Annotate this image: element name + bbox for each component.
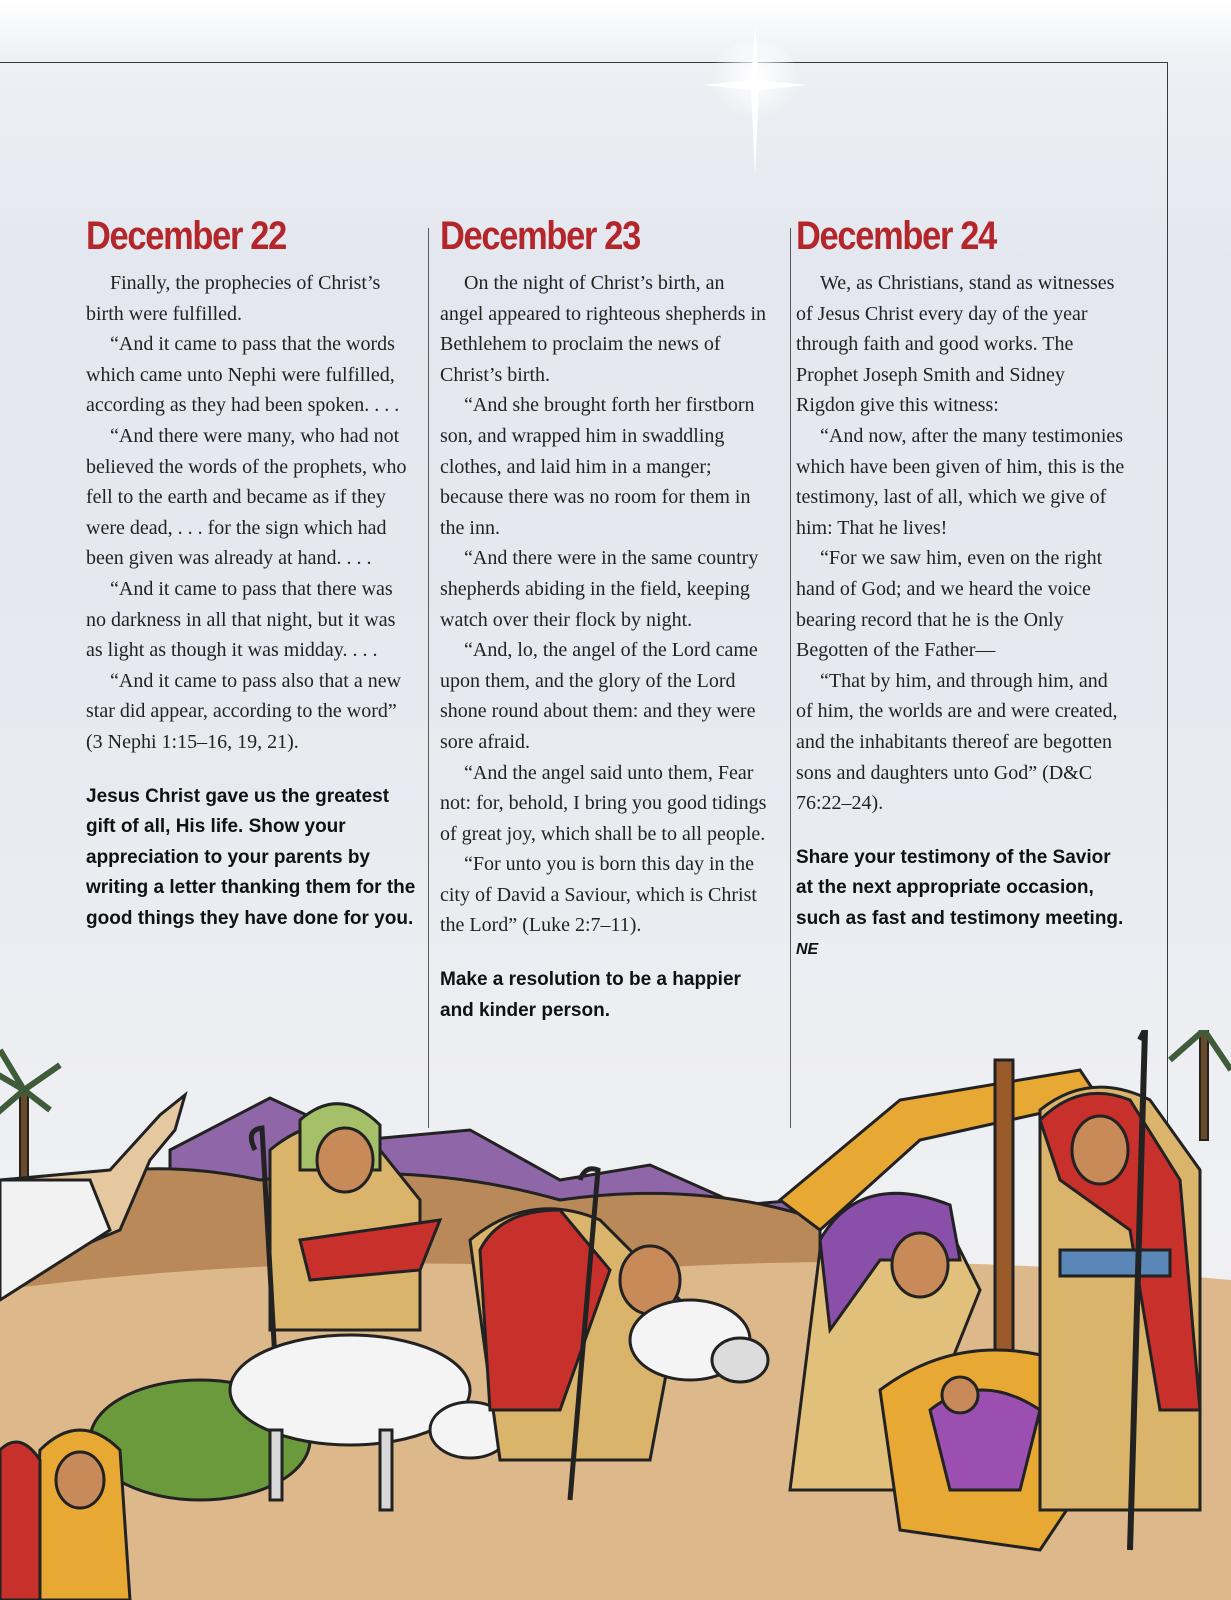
author-initials: NE: [796, 941, 819, 959]
column-divider: [428, 228, 429, 1128]
star-icon: [700, 20, 810, 180]
day-heading: December 24: [796, 214, 996, 258]
action-text: Share your testimony of the Savior at the next appropriate occasion, such as fast and testimony meeting.: [796, 846, 1124, 929]
body-paragraph: “And it came to pass that the words which came unto Nephi were fulfilled, according as they had been spoken. . . .: [86, 333, 400, 417]
day-heading: December 23: [440, 214, 640, 258]
body-paragraph: “For unto you is born this day in the city of David a Saviour, which is Christ the Lord” (Luke 2:7–11).: [440, 853, 757, 937]
body-paragraph: “And the angel said unto them, Fear not: for, behold, I bring you good tidings of great joy, which shall be to all people.: [440, 761, 767, 845]
action-suggestion: Make a resolution to be a happier and kinder person.: [440, 969, 741, 1021]
crowd-figure: [0, 1430, 130, 1600]
body-paragraph: “And, lo, the angel of the Lord came upon them, and the glory of the Lord shone round about them: and they were sore afraid.: [440, 639, 758, 753]
day-heading: December 22: [86, 214, 286, 258]
column-december-23: [440, 212, 770, 1026]
column-december-22: [86, 212, 416, 934]
action-suggestion: Jesus Christ gave us the greatest gift of all, His life. Show your appreciation to your parents by writing a letter thanking them for the good things they have done for you.: [86, 785, 416, 929]
nativity-scene-illustration: [0, 1030, 1231, 1600]
body-paragraph: Finally, the prophecies of Christ’s birth were fulfilled.: [86, 272, 381, 325]
palm-tree: [1170, 1030, 1231, 1140]
body-paragraph: “And there were in the same country shepherds abiding in the field, keeping watch over their flock by night.: [440, 547, 759, 631]
body-paragraph: We, as Christians, stand as witnesses of Jesus Christ every day of the year through faith and good works. The Prophet Joseph Smith and Sidney Rigdon give this witness:: [796, 272, 1115, 417]
body-paragraph: “That by him, and through him, and of him, the worlds are and were created, and the inhabitants thereof are begotten sons and daughters unto God” (D&C 76:22–24).: [796, 669, 1118, 815]
body-paragraph: On the night of Christ’s birth, an angel appeared to righteous shepherds in Bethlehem to proclaim the news of Christ’s birth.: [440, 272, 767, 386]
body-paragraph: “And it came to pass that there was no darkness in all that night, but it was as light as though it was midday. . . .: [86, 577, 396, 662]
joseph-figure: [1040, 1030, 1200, 1550]
action-suggestion: [796, 843, 1126, 966]
body-paragraph: “And she brought forth her firstborn son, and wrapped him in swaddling clothes, and laid him in a manger; because there was no room for them in the inn.: [440, 394, 755, 539]
body-paragraph: “For we saw him, even on the right hand of God; and we heard the voice bearing record that he is the Only Begotten of the Father—: [796, 547, 1103, 662]
body-paragraph: “And it came to pass also that a new star did appear, according to the word” (3 Nephi 1:15–16, 19, 21).: [86, 669, 402, 753]
body-paragraph: “And now, after the many testimonies which have been given of him, this is the testimony, last of all, which we give of him: That he lives!: [796, 424, 1125, 539]
column-divider: [790, 228, 791, 1128]
body-paragraph: “And there were many, who had not believed the words of the prophets, who fell to the earth and became as if they were dead, . . . for the sign which had been given was already at hand. . . .: [86, 424, 407, 570]
column-december-24: [796, 212, 1126, 966]
